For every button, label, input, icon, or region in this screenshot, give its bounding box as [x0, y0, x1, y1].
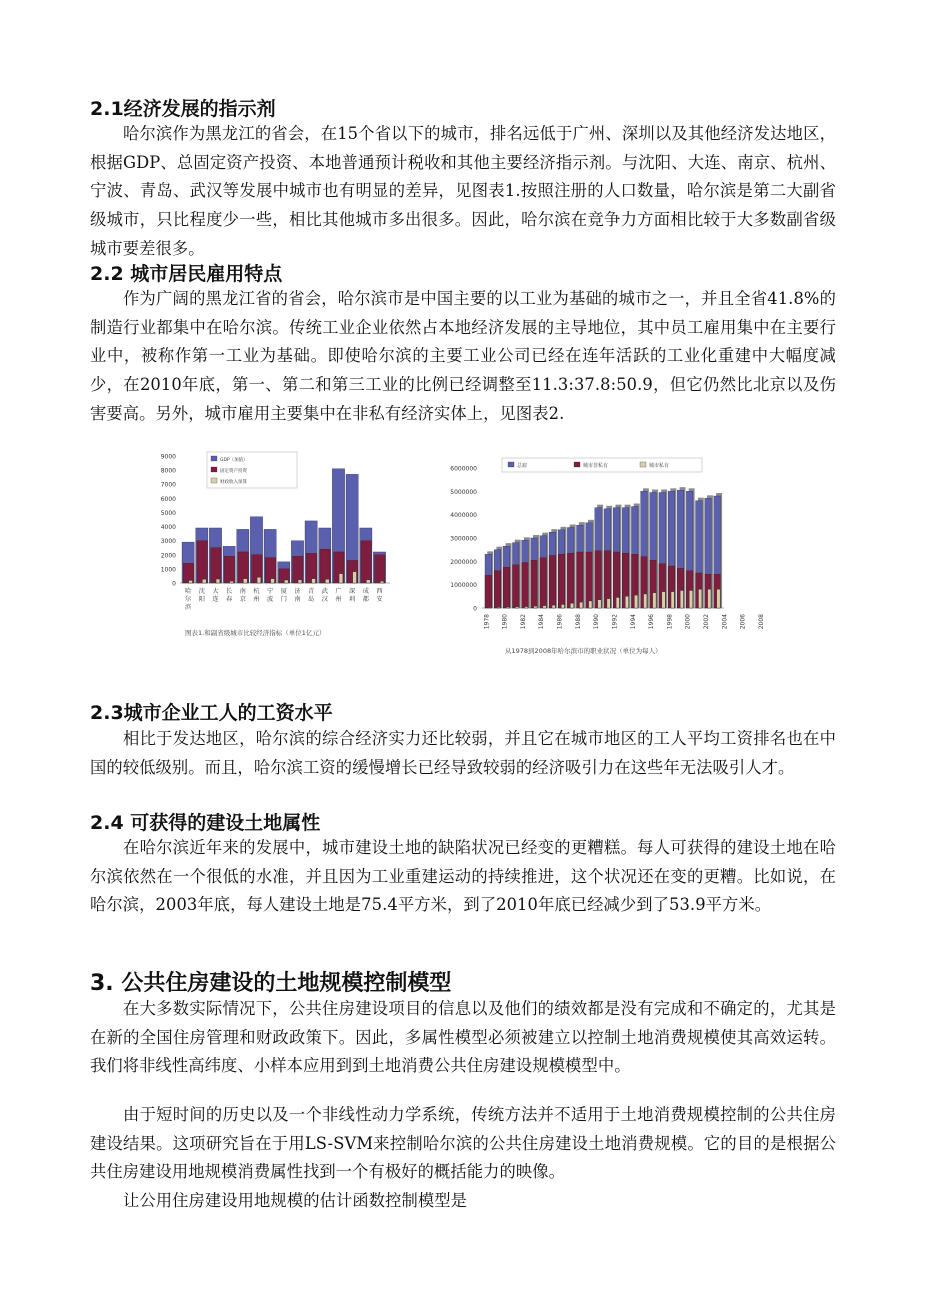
- bar: [216, 579, 220, 583]
- x-tick-label: 1998: [666, 614, 674, 630]
- bar: [512, 565, 519, 608]
- bar: [494, 571, 501, 608]
- y-tick-label: 2000: [160, 552, 176, 560]
- bar: [531, 560, 538, 608]
- y-tick-label: 6000: [160, 495, 176, 503]
- bar: [543, 606, 546, 608]
- section-2-3-heading: 2.3城市企业工人的工资水平: [90, 702, 333, 724]
- bar: [366, 580, 370, 583]
- bar: [689, 591, 692, 609]
- x-tick-label: 连: [212, 596, 219, 603]
- y-tick-label: 4000: [160, 524, 176, 532]
- bar: [361, 541, 371, 583]
- legend-swatch: [508, 462, 514, 467]
- bar: [558, 554, 565, 608]
- figure-2-bar-chart: [440, 456, 765, 661]
- bar: [625, 596, 628, 608]
- x-tick-label: 波: [267, 596, 274, 603]
- section-3-heading: 3. 公共住房建设的土地规模控制模型: [90, 971, 452, 996]
- bar: [644, 594, 647, 608]
- legend-swatch: [211, 478, 217, 483]
- bar: [224, 556, 234, 583]
- y-tick-label: 0: [172, 580, 176, 588]
- bar: [243, 579, 247, 583]
- bar: [616, 598, 619, 609]
- figure-caption: 从1978到2008年哈尔滨市的职业状况（单位为每人）: [505, 647, 662, 655]
- x-tick-label: 1994: [629, 614, 637, 630]
- x-tick-label: 安: [376, 596, 383, 603]
- bar: [607, 599, 610, 608]
- figure-1-bar-chart: [150, 448, 395, 648]
- section-3-paragraph-1: 在大多数实际情况下，公共住房建设项目的信息以及他们的绩效都是没有完成和不确定的，尤其是在新的全国住房管理和财政政策下。因此，多属性模型必须被建立以控制土地消费规模使其高效运转。我们将非线性高纬度、小样本应用到到土地消费公共住房建设规模模型中。: [90, 999, 836, 1076]
- bar: [540, 558, 547, 608]
- bar: [506, 607, 509, 608]
- figure-caption: 图表1.和副省级城市比较经济指标（单位1亿元）: [185, 629, 326, 637]
- x-tick-label: 1996: [648, 614, 656, 630]
- bar: [580, 602, 583, 608]
- section-2-4-heading: 2.4 可获得的建设土地属性: [90, 812, 321, 834]
- x-tick-label: 2002: [702, 614, 710, 630]
- bar: [485, 575, 492, 608]
- bar: [534, 606, 537, 608]
- y-tick-label: 2000000: [450, 558, 477, 566]
- bar: [662, 592, 665, 608]
- bar: [353, 572, 357, 583]
- x-tick-label: 广: [335, 588, 342, 595]
- section-2-3-paragraph: 相比于发达地区，哈尔滨的综合经济实力还比较弱，并且它在城市地区的工人平均工资排名也在中国的较低级别。而且，哈尔滨工资的缓慢增长已经导致较弱的经济吸引力在这些年无法吸引人才。: [90, 729, 836, 777]
- x-tick-label: 2006: [739, 614, 747, 630]
- x-tick-label: 大: [212, 588, 219, 595]
- y-tick-label: 1000000: [450, 582, 477, 590]
- x-tick-label: 1978: [483, 614, 491, 630]
- y-tick-label: 7000: [160, 481, 176, 489]
- legend-swatch: [211, 456, 217, 461]
- x-tick-label: 1986: [556, 614, 564, 630]
- bar: [586, 552, 593, 608]
- legend-swatch: [640, 462, 646, 467]
- legend-label: 总雇: [517, 463, 528, 469]
- bar: [561, 605, 564, 609]
- y-tick-label: 4000000: [450, 512, 477, 520]
- bar: [293, 556, 303, 583]
- y-tick-label: 8000: [160, 467, 176, 475]
- bar: [515, 607, 518, 608]
- x-tick-label: 厦: [280, 588, 287, 595]
- x-tick-label: 沈: [198, 588, 205, 595]
- x-tick-label: 州: [335, 596, 342, 603]
- x-tick-label: 滨: [185, 604, 192, 611]
- x-tick-label: 宁: [267, 588, 274, 595]
- x-tick-label: 阳: [198, 596, 205, 603]
- legend-label: 财政收入预算: [220, 480, 247, 485]
- x-tick-label: 1990: [593, 614, 601, 630]
- section-3-paragraph-3: 让公用住房建设用地规模的估计函数控制模型是: [123, 1191, 468, 1210]
- bar: [257, 577, 261, 583]
- x-tick-label: 圳: [349, 596, 356, 603]
- y-tick-label: 3000: [160, 538, 176, 546]
- x-tick-label: 州: [253, 596, 260, 603]
- bar: [552, 605, 555, 608]
- section-2-4-paragraph: 在哈尔滨近年来的发展中，城市建设土地的缺陷状况已经变的更糟糕。每人可获得的建设土地在哈尔滨依然在一个很低的水准，并且因为工业重建运动的持续推进，这个状况还在变的更糟。比如说，在哈尔滨，2003年底，每人建设土地是75.4平方米，到了2010年底已经减少到了53.9平方米。: [90, 838, 836, 915]
- x-tick-label: 1984: [538, 614, 546, 630]
- bar: [271, 579, 275, 583]
- x-tick-label: 济: [294, 588, 301, 595]
- bar: [522, 563, 529, 609]
- bar: [708, 589, 711, 608]
- x-tick-label: 武: [321, 588, 328, 595]
- bar: [549, 556, 556, 609]
- y-tick-label: 9000: [160, 453, 176, 461]
- bar: [211, 548, 221, 583]
- x-tick-label: 都: [362, 596, 369, 603]
- x-tick-label: 深: [349, 588, 356, 595]
- bar: [503, 567, 510, 608]
- bar: [320, 549, 330, 583]
- bar: [325, 579, 329, 583]
- bar: [197, 541, 207, 583]
- legend-label: 固定资产投资: [220, 469, 247, 474]
- legend-swatch: [211, 467, 217, 472]
- bar: [699, 589, 702, 608]
- x-tick-label: 南: [294, 596, 301, 603]
- section-2-2-heading: 2.2 城市居民雇用特点: [90, 263, 283, 285]
- y-tick-label: 0: [473, 605, 477, 613]
- bar: [680, 591, 683, 609]
- bar: [298, 580, 302, 583]
- bar: [284, 580, 288, 583]
- x-tick-label: 西: [376, 588, 383, 595]
- bar: [577, 552, 584, 608]
- x-tick-label: 1988: [574, 614, 582, 630]
- bar: [717, 589, 720, 608]
- bar: [567, 553, 574, 608]
- x-tick-label: 长: [226, 588, 233, 595]
- x-tick-label: 杭: [253, 588, 260, 595]
- x-tick-label: 1980: [501, 614, 509, 630]
- section-2-1-paragraph: 哈尔滨作为黑龙江的省会，在15个省以下的城市，排名远低于广州、深圳以及其他经济发达地区，根据GDP、总固定资产投资、本地普通预计税收和其他主要经济指示剂。与沈阳、大连、南京、杭州、宁波、青岛、武汉等发展中城市也有明显的差异，见图表1.按照注册的人口数量，哈尔滨是第二大副省级城市，只比程度少一些，相比其他城市多出很多。因此，哈尔滨在竞争力方面相比较于大多数副省级城市要差很多。: [90, 124, 836, 258]
- bar: [189, 580, 193, 583]
- bar: [380, 581, 384, 583]
- bar: [339, 574, 343, 583]
- bar: [497, 607, 500, 608]
- x-tick-label: 京: [239, 596, 246, 603]
- bar: [589, 601, 592, 608]
- y-tick-label: 1000: [160, 566, 176, 574]
- bar: [671, 592, 674, 608]
- y-tick-label: 5000: [160, 509, 176, 517]
- bar: [238, 552, 248, 583]
- bar: [595, 551, 602, 608]
- x-tick-label: 尔: [185, 596, 192, 603]
- legend-label: 城市私有: [649, 463, 670, 469]
- x-tick-label: 2008: [757, 614, 765, 630]
- x-tick-label: 1992: [611, 614, 619, 630]
- bar: [634, 595, 637, 608]
- y-tick-label: 6000000: [450, 465, 477, 473]
- x-tick-label: 门: [280, 596, 287, 603]
- bar: [570, 603, 573, 608]
- section-3-paragraph-2: 由于短时间的历史以及一个非线性动力学系统，传统方法并不适用于土地消费规模控制的公共住房建设结果。这项研究旨在于用LS-SVM来控制哈尔滨的公共住房建设土地消费规模。它的目的是根据公共住房建设用地规模消费属性找到一个有极好的概括能力的映像。: [90, 1105, 836, 1182]
- x-tick-label: 2000: [684, 614, 692, 630]
- legend-label: 城市非私有: [583, 463, 609, 469]
- x-tick-label: 2004: [721, 614, 729, 630]
- y-tick-label: 5000000: [450, 488, 477, 496]
- bar: [598, 600, 601, 608]
- y-tick-label: 3000000: [450, 535, 477, 543]
- x-tick-label: 岛: [308, 596, 315, 603]
- x-tick-label: 青: [308, 588, 315, 595]
- legend-label: GDP（加值）: [220, 458, 248, 463]
- x-tick-label: 成: [362, 588, 369, 595]
- x-tick-label: 南: [239, 588, 246, 595]
- section-2-1-heading: 2.1经济发展的指示剂: [90, 98, 276, 120]
- x-tick-label: 哈: [185, 588, 192, 595]
- bar: [312, 579, 316, 583]
- legend-swatch: [574, 462, 580, 467]
- bar: [653, 593, 656, 608]
- bar: [202, 579, 206, 583]
- x-tick-label: 汉: [321, 596, 328, 603]
- bar: [375, 555, 385, 583]
- x-tick-label: 春: [226, 596, 233, 603]
- bar: [183, 563, 193, 583]
- bar: [525, 607, 528, 608]
- x-tick-label: 1982: [519, 614, 527, 630]
- bar: [306, 553, 316, 583]
- section-2-2-paragraph: 作为广阔的黑龙江省的省会，哈尔滨市是中国主要的以工业为基础的城市之一，并且全省41.8%的制造行业都集中在哈尔滨。传统工业企业依然占本地经济发展的主导地位，其中员工雇用集中在主要行业中，被称作第一工业为基础。即使哈尔滨的主要工业公司已经在连年活跃的工业化重建中大幅度减少，在2010年底，第一、第二和第三工业的比例已经调整至11.3:37.8:50.9，但它仍然比北京以及伤害要高。另外，城市雇用主要集中在非私有经济实体上，见图表2.: [90, 289, 836, 423]
- bar: [230, 581, 234, 583]
